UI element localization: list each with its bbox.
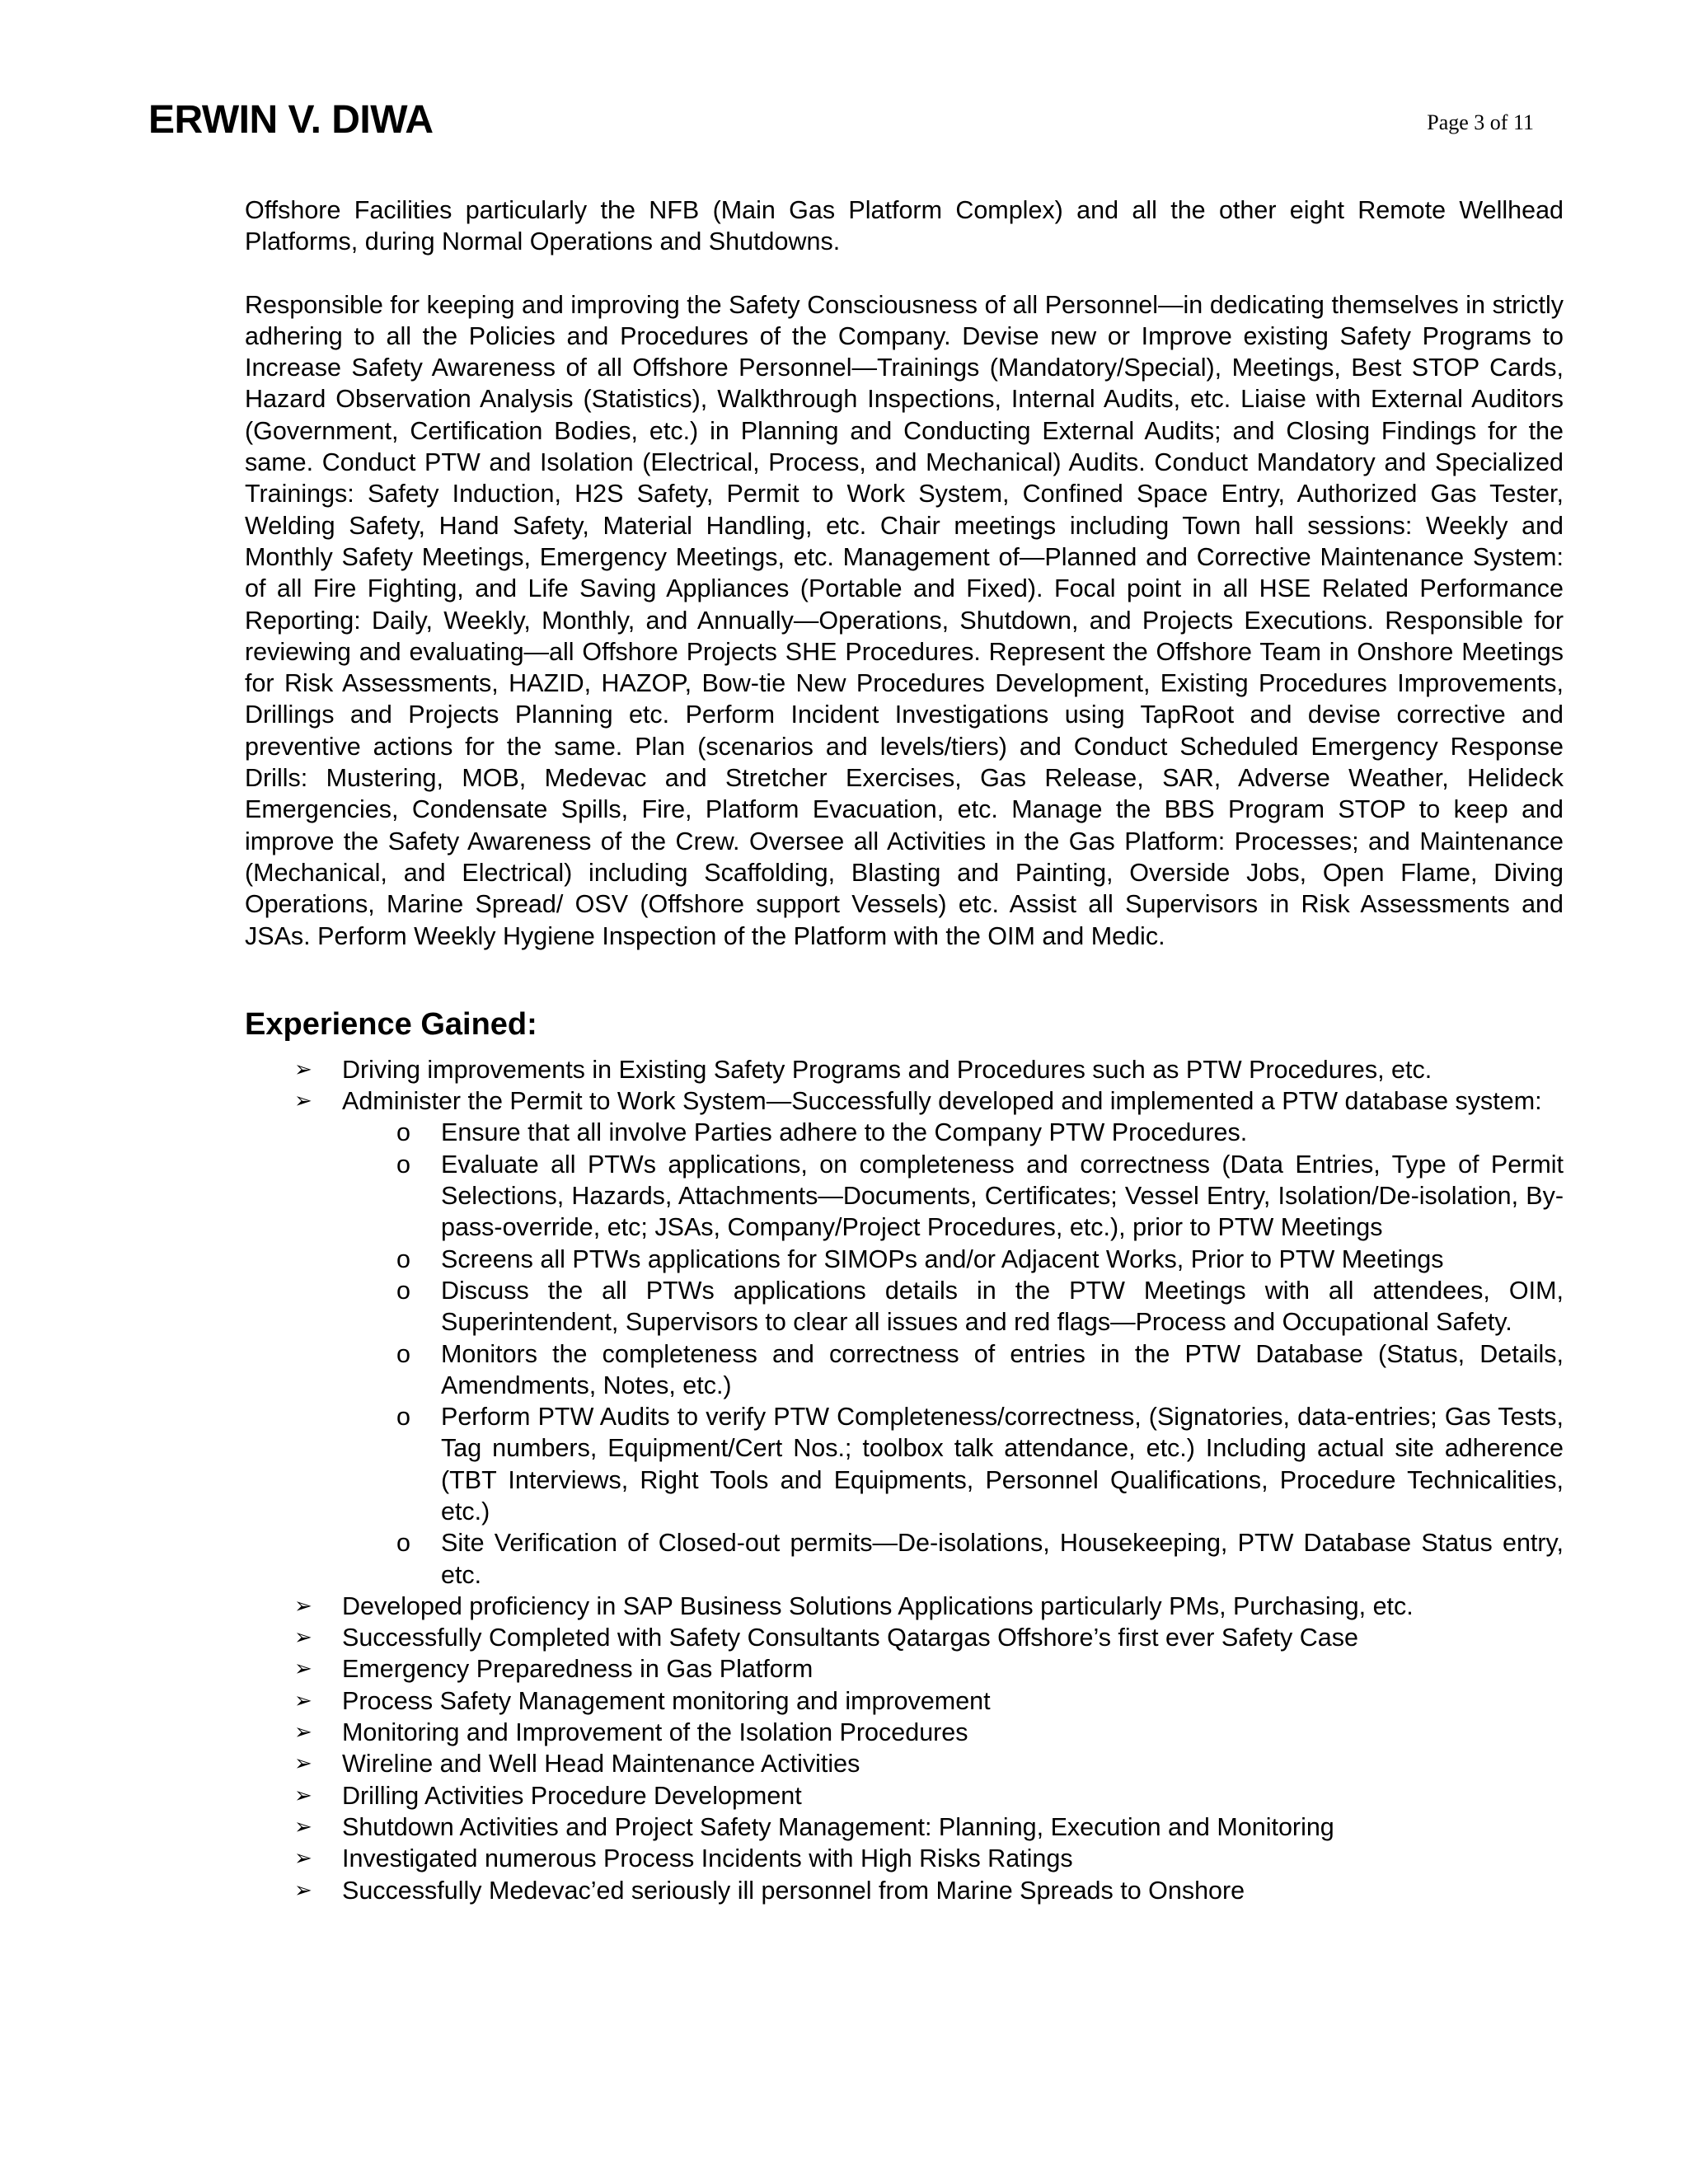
sub-list-item <box>396 1275 1564 1338</box>
circle-bullet-icon: o <box>396 1150 410 1179</box>
list-item-text: Administer the Permit to Work System—Successfully developed and implemented a PTW database system: <box>342 1087 1542 1116</box>
paragraph-responsibilities: Responsible for keeping and improving the Safety Consciousness of all Personnel—in dedicating themselves in strictly adhering to all the Policies and Procedures of the Company. Devise new or Improve existing Safety Programs to Increase Safety Awareness of all Offshore Personnel—Trainings (Mandatory/Special), Meetings, Best STOP Cards, Hazard Observation Analysis (Statistics), Walkthrough Inspections, Internal Audits, etc. Liaise with External Auditors (Government, Certification Bodies, etc.) in Planning and Conducting External Audits; and Closing Findings for the same. Conduct PTW and Isolation (Electrical, Process, and Mechanical) Audits. Conduct Mandatory and Specialized Trainings: Safety Induction, H2S Safety, Permit to Work System, Confined Space Entry, Authorized Gas Tester, Welding Safety, Hand Safety, Material Handling, etc. Chair meetings including Town hall sessions: Weekly and Monthly Safety Meetings, Emergency Meetings, etc. Management of—Planned and Corrective Maintenance System: of all Fire Fighting, and Life Saving Appliances (Portable and Fixed). Focal point in all HSE Related Performance Reporting: Daily, Weekly, Monthly, and Annually—Operations, Shutdown, and Projects Executions. Responsible for reviewing and evaluating—all Offshore Projects SHE Procedures. Represent the Offshore Team in Onshore Meetings for Risk Assessments, HAZID, HAZOP, Bow-tie New Procedures Development, Existing Procedures Improvements, Drillings and Projects Planning etc. Perform Incident Investigations using TapRoot and devise corrective and preventive actions for the same. Plan (scenarios and levels/tiers) and Conduct Scheduled Emergency Response Drills: Mustering, MOB, Medevac and Stretcher Exercises, Gas Release, SAR, Adverse Weather, Helideck Emergencies, Condensate Spills, Fire, Platform Evacuation, etc. Manage the BBS Program STOP to keep and improve the Safety Awareness of the Crew. Oversee all Activities in the Gas Platform: Processes; and Maintenance (Mechanical, and Electrical) including Scaffolding, Blasting and Painting, Overside Jobs, Open Flame, Diving Operations, Marine Spread/ OSV (Offshore support Vessels) etc. Assist all Supervisors in Risk Assessments and JSAs. Perform Weekly Hygiene Inspection of the Platform with the OIM and Medic. <box>245 290 1564 950</box>
list-item <box>245 1748 1564 1779</box>
list-item-text: Developed proficiency in SAP Business Solutions Applications particularly PMs, Purchasing, etc. <box>342 1591 1414 1620</box>
list-item-text: Emergency Preparedness in Gas Platform <box>342 1655 814 1684</box>
sub-list-item <box>396 1527 1564 1591</box>
list-item <box>245 1780 1564 1811</box>
list-item <box>245 1085 1564 1591</box>
list-item <box>245 1811 1564 1843</box>
page-number: Page 3 of 11 <box>1427 110 1534 134</box>
circle-bullet-icon: o <box>396 1403 410 1432</box>
sub-list-item <box>396 1117 1564 1148</box>
list-item-text: Investigated numerous Process Incidents with High Risks Ratings <box>342 1844 1073 1873</box>
list-item <box>245 1875 1564 1906</box>
list-item-text: Shutdown Activities and Project Safety Management: Planning, Execution and Monitoring <box>342 1812 1334 1841</box>
arrow-bullet-icon: ➢ <box>294 1814 312 1840</box>
sub-list-item-text: Ensure that all involve Parties adhere to the Company PTW Procedures. <box>441 1118 1248 1147</box>
arrow-bullet-icon: ➢ <box>294 1783 312 1808</box>
list-item <box>245 1622 1564 1653</box>
arrow-bullet-icon: ➢ <box>294 1625 312 1651</box>
arrow-bullet-icon: ➢ <box>294 1877 312 1903</box>
arrow-bullet-icon: ➢ <box>294 1751 312 1777</box>
sub-list-item-text: Evaluate all PTWs applications, on completeness and correctness (Data Entries, Type of Permit Selections, Hazards, Attachments—Documents, Certificates; Vessel Entry, Isolation/De-isolation, By-pass-override, etc; JSAs, Company/Project Procedures, etc.), prior to PTW Meetings <box>441 1150 1564 1242</box>
sub-list-item <box>396 1244 1564 1275</box>
list-item <box>245 1054 1564 1085</box>
arrow-bullet-icon: ➢ <box>294 1720 312 1746</box>
circle-bullet-icon: o <box>396 1244 410 1273</box>
list-item-text: Process Safety Management monitoring and improvement <box>342 1686 991 1715</box>
sub-list-item-text: Monitors the completeness and correctness of entries in the PTW Database (Status, Details, Amendments, Notes, etc.) <box>441 1339 1564 1399</box>
arrow-bullet-icon: ➢ <box>294 1089 312 1114</box>
paragraph-facilities: Offshore Facilities particularly the NFB (Main Gas Platform Complex) and all the other eight Remote Wellhead Platforms, during Normal Operations and Shutdowns. <box>245 196 1564 256</box>
list-item-text: Monitoring and Improvement of the Isolation Procedures <box>342 1718 968 1747</box>
circle-bullet-icon: o <box>396 1529 410 1558</box>
arrow-bullet-icon: ➢ <box>294 1688 312 1713</box>
circle-bullet-icon: o <box>396 1276 410 1305</box>
experience-gained-heading: Experience Gained: <box>245 1006 537 1042</box>
arrow-bullet-icon: ➢ <box>294 1846 312 1872</box>
list-item <box>245 1591 1564 1622</box>
document-body <box>245 194 1564 1906</box>
sub-list-item-text: Perform PTW Audits to verify PTW Completeness/correctness, (Signatories, data-entries; Gas Tests, Tag numbers, Equipment/Cert Nos.; toolbox talk attendance, etc.) Including actual site adherence (TBT Interviews, Right Tools and Equipments, Personnel Qualifications, Procedure Technicalities, etc.) <box>441 1403 1564 1526</box>
sub-list-item-text: Discuss the all PTWs applications details in the PTW Meetings with all attendees, OIM, Superintendent, Supervisors to clear all issues and red flags—Process and Occupational Safety. <box>441 1276 1564 1337</box>
sub-list-item-text: Site Verification of Closed-out permits—De-isolations, Housekeeping, PTW Database Status entry, etc. <box>441 1529 1564 1589</box>
arrow-bullet-icon: ➢ <box>294 1057 312 1082</box>
sub-list-item <box>396 1401 1564 1527</box>
list-item <box>245 1717 1564 1748</box>
experience-list <box>245 1054 1564 1906</box>
arrow-bullet-icon: ➢ <box>294 1593 312 1619</box>
list-item-text: Successfully Completed with Safety Consultants Qatargas Offshore’s first ever Safety Case <box>342 1624 1358 1652</box>
list-item <box>245 1843 1564 1874</box>
circle-bullet-icon: o <box>396 1339 410 1368</box>
ptw-sub-list-wrapper <box>396 1117 1564 1590</box>
list-item-text: Driving improvements in Existing Safety Programs and Procedures such as PTW Procedures, etc. <box>342 1055 1432 1084</box>
sub-list-item-text: Screens all PTWs applications for SIMOPs and/or Adjacent Works, Prior to PTW Meetings <box>441 1244 1444 1273</box>
resume-owner-name: ERWIN V. DIWA <box>148 98 434 142</box>
list-item-text: Successfully Medevac’ed seriously ill personnel from Marine Spreads to Onshore <box>342 1876 1245 1905</box>
list-item-text: Wireline and Well Head Maintenance Activities <box>342 1750 860 1779</box>
list-item-text: Drilling Activities Procedure Development <box>342 1781 802 1810</box>
sub-list-item <box>396 1338 1564 1402</box>
list-item <box>245 1685 1564 1717</box>
arrow-bullet-icon: ➢ <box>294 1657 312 1682</box>
ptw-sub-list <box>396 1117 1564 1590</box>
list-item <box>245 1653 1564 1685</box>
sub-list-item <box>396 1149 1564 1244</box>
circle-bullet-icon: o <box>396 1118 410 1147</box>
